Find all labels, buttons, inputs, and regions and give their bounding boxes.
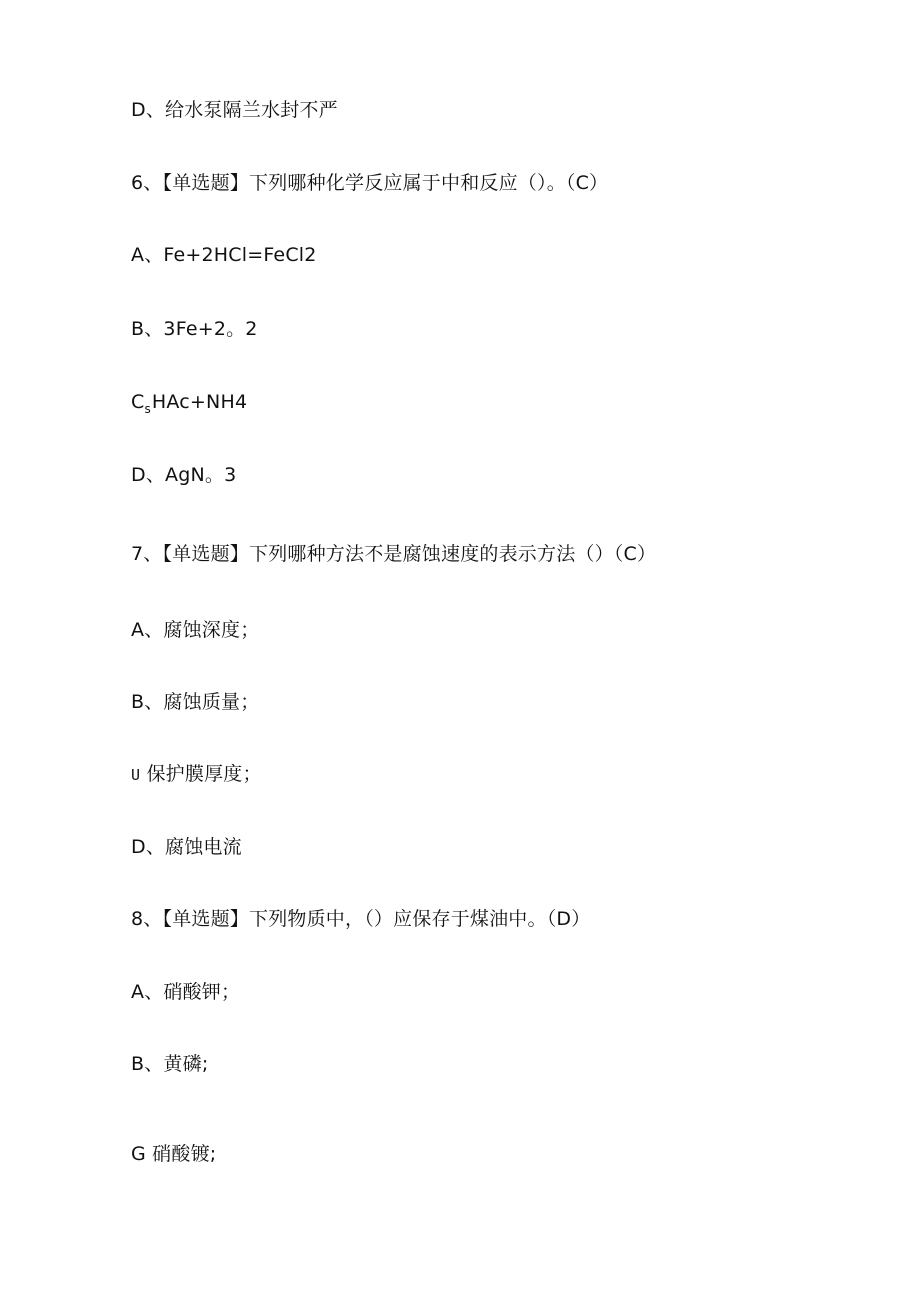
option-a-q8: A、硝酸钾； [131, 981, 241, 1003]
option-d-q5: D、给水泵隔兰水封不严 [131, 99, 338, 121]
option-b-q7: B、腐蚀质量； [131, 691, 260, 713]
option-b-q8: B、黄磷; [131, 1053, 209, 1075]
option-c-q7-text: 保护膜厚度； [146, 763, 262, 785]
option-c-prefix: C [131, 391, 145, 413]
question-8: 8、【单选题】下列物质中，（）应保存于煤油中。（D） [131, 908, 591, 930]
option-a-q7: A、腐蚀深度； [131, 619, 260, 641]
option-a-q6: A、Fe+2HCl=FeCl2 [131, 244, 317, 266]
option-c-q8: G 硝酸镀; [131, 1143, 217, 1165]
option-d-q6: D、AgN。3 [131, 464, 237, 486]
option-c-text: HAc+NH4 [151, 391, 248, 413]
option-c-q7 [131, 762, 262, 787]
option-c-q6 [131, 390, 247, 416]
question-7: 7、【单选题】下列哪种方法不是腐蚀速度的表示方法（）（C） [131, 543, 657, 565]
option-c-q7-prefix: U [131, 766, 141, 784]
option-c-subscript: s [144, 402, 151, 416]
question-6: 6、【单选题】下列哪种化学反应属于中和反应（）。（C） [131, 172, 609, 194]
option-b-q6: B、3Fe+2。2 [131, 318, 258, 340]
option-d-q7: D、腐蚀电流 [131, 836, 242, 858]
